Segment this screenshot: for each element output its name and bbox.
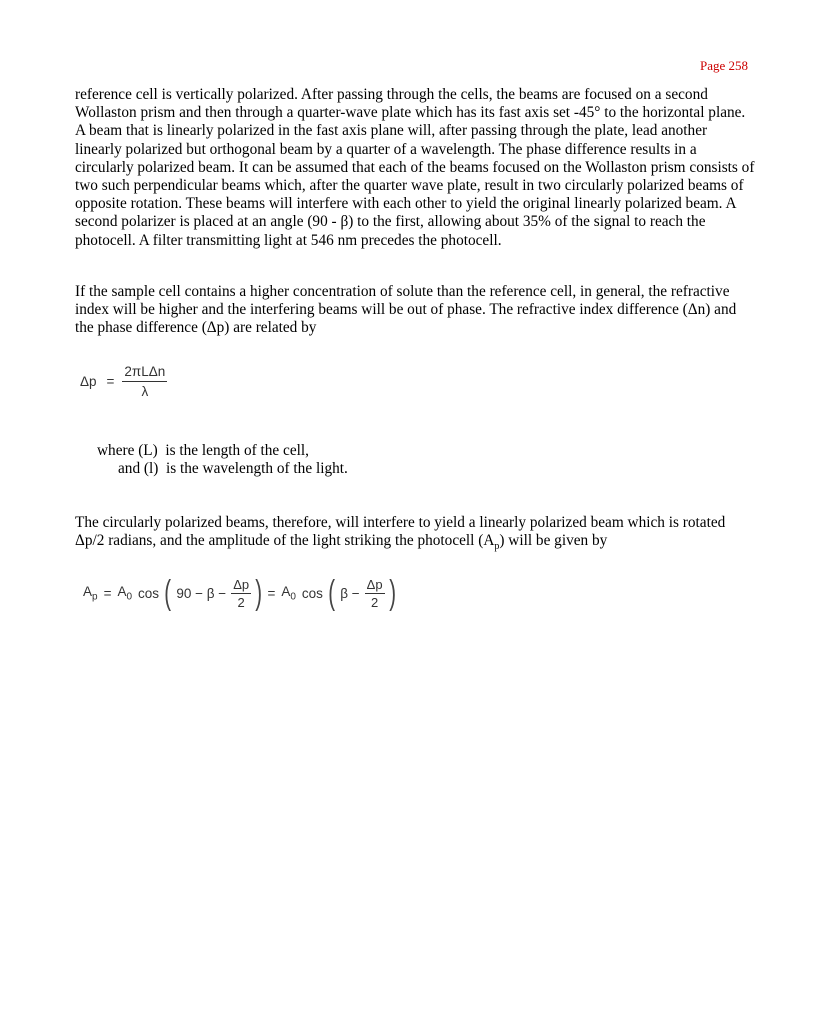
paragraph-photocell-amplitude	[75, 514, 755, 556]
delta-p-half-1: $\frac{\Delta p}{2}$	[233, 576, 250, 610]
where-line-2: and (l) is the wavelength of the light.	[118, 460, 348, 478]
equals-sign: =	[106, 374, 115, 389]
a0-symbol-2: $A_0$	[281, 583, 296, 603]
page-number: Page 258	[699, 58, 748, 73]
open-paren-2: (	[328, 574, 335, 612]
equation-amplitude	[80, 576, 398, 610]
cos-function-2: cos	[301, 585, 323, 601]
open-paren-1: (	[164, 574, 172, 612]
equation-lhs: Δp	[80, 374, 97, 389]
equals-sign-1: =	[103, 585, 112, 601]
ap-symbol: $A_p$	[83, 583, 98, 603]
close-paren-1: )	[255, 574, 263, 612]
para4-subscript: p	[494, 541, 500, 553]
equation-phase-difference	[80, 364, 175, 399]
equals-sign-2: =	[267, 585, 276, 601]
inner-expression-1: 90 − β −	[176, 585, 227, 601]
close-paren-2: )	[388, 574, 396, 612]
fraction	[122, 364, 167, 399]
fraction-numerator: 2πLΔn	[122, 364, 167, 382]
fraction-denominator: λ	[141, 384, 149, 399]
paragraph-refractive-index: If the sample cell contains a higher concentration of solute than the reference cell, in general, the refractive index will be higher and the interfering beams will be out of phase. The refractive index difference (Δn) and the phase difference (Δp) are related by	[75, 283, 737, 337]
where-line-1: where (L) is the length of the cell,	[97, 442, 309, 459]
inner-expression-2: β −	[340, 585, 360, 601]
cos-function-1: cos	[138, 585, 160, 601]
paragraph-polarization-optics: reference cell is vertically polarized. After passing through the cells, the beams are focused on a second Wollaston prism and then through a quarter-wave plate which has its fast axis set -45° to the horizontal plane. A beam that is linearly polarized in the fast axis plane will, after passing through the plate, lead another linearly polarized but orthogonal beam by a quarter of a wavelength. The phase difference results in a circularly polarized beam. It can be assumed that each of the beams focused on the Wollaston prism consists of two such perpendicular beams which, after the quarter wave plate, result in two circularly polarized beams of opposite rotation. These beams will interfere with each other to yield the original linearly polarized beam. A second polarizer is placed at an angle (90 - β) to the first, allowing about 35% of the signal to reach the photocell. A filter transmitting light at 546 nm precedes the photocell.	[75, 86, 755, 249]
para4-text-end: ) will be given by	[499, 532, 608, 550]
a0-symbol: $A_0$	[117, 583, 133, 603]
para4-text: The circularly polarized beams, therefore, will interfere to yield a linearly polarized beam which is rotated Δp/2 radians, and the amplitude of the light striking the photocell (A	[75, 514, 726, 550]
where-clause	[97, 442, 348, 478]
delta-p-half-2: $\frac{\Delta p}{2}$	[366, 576, 383, 610]
